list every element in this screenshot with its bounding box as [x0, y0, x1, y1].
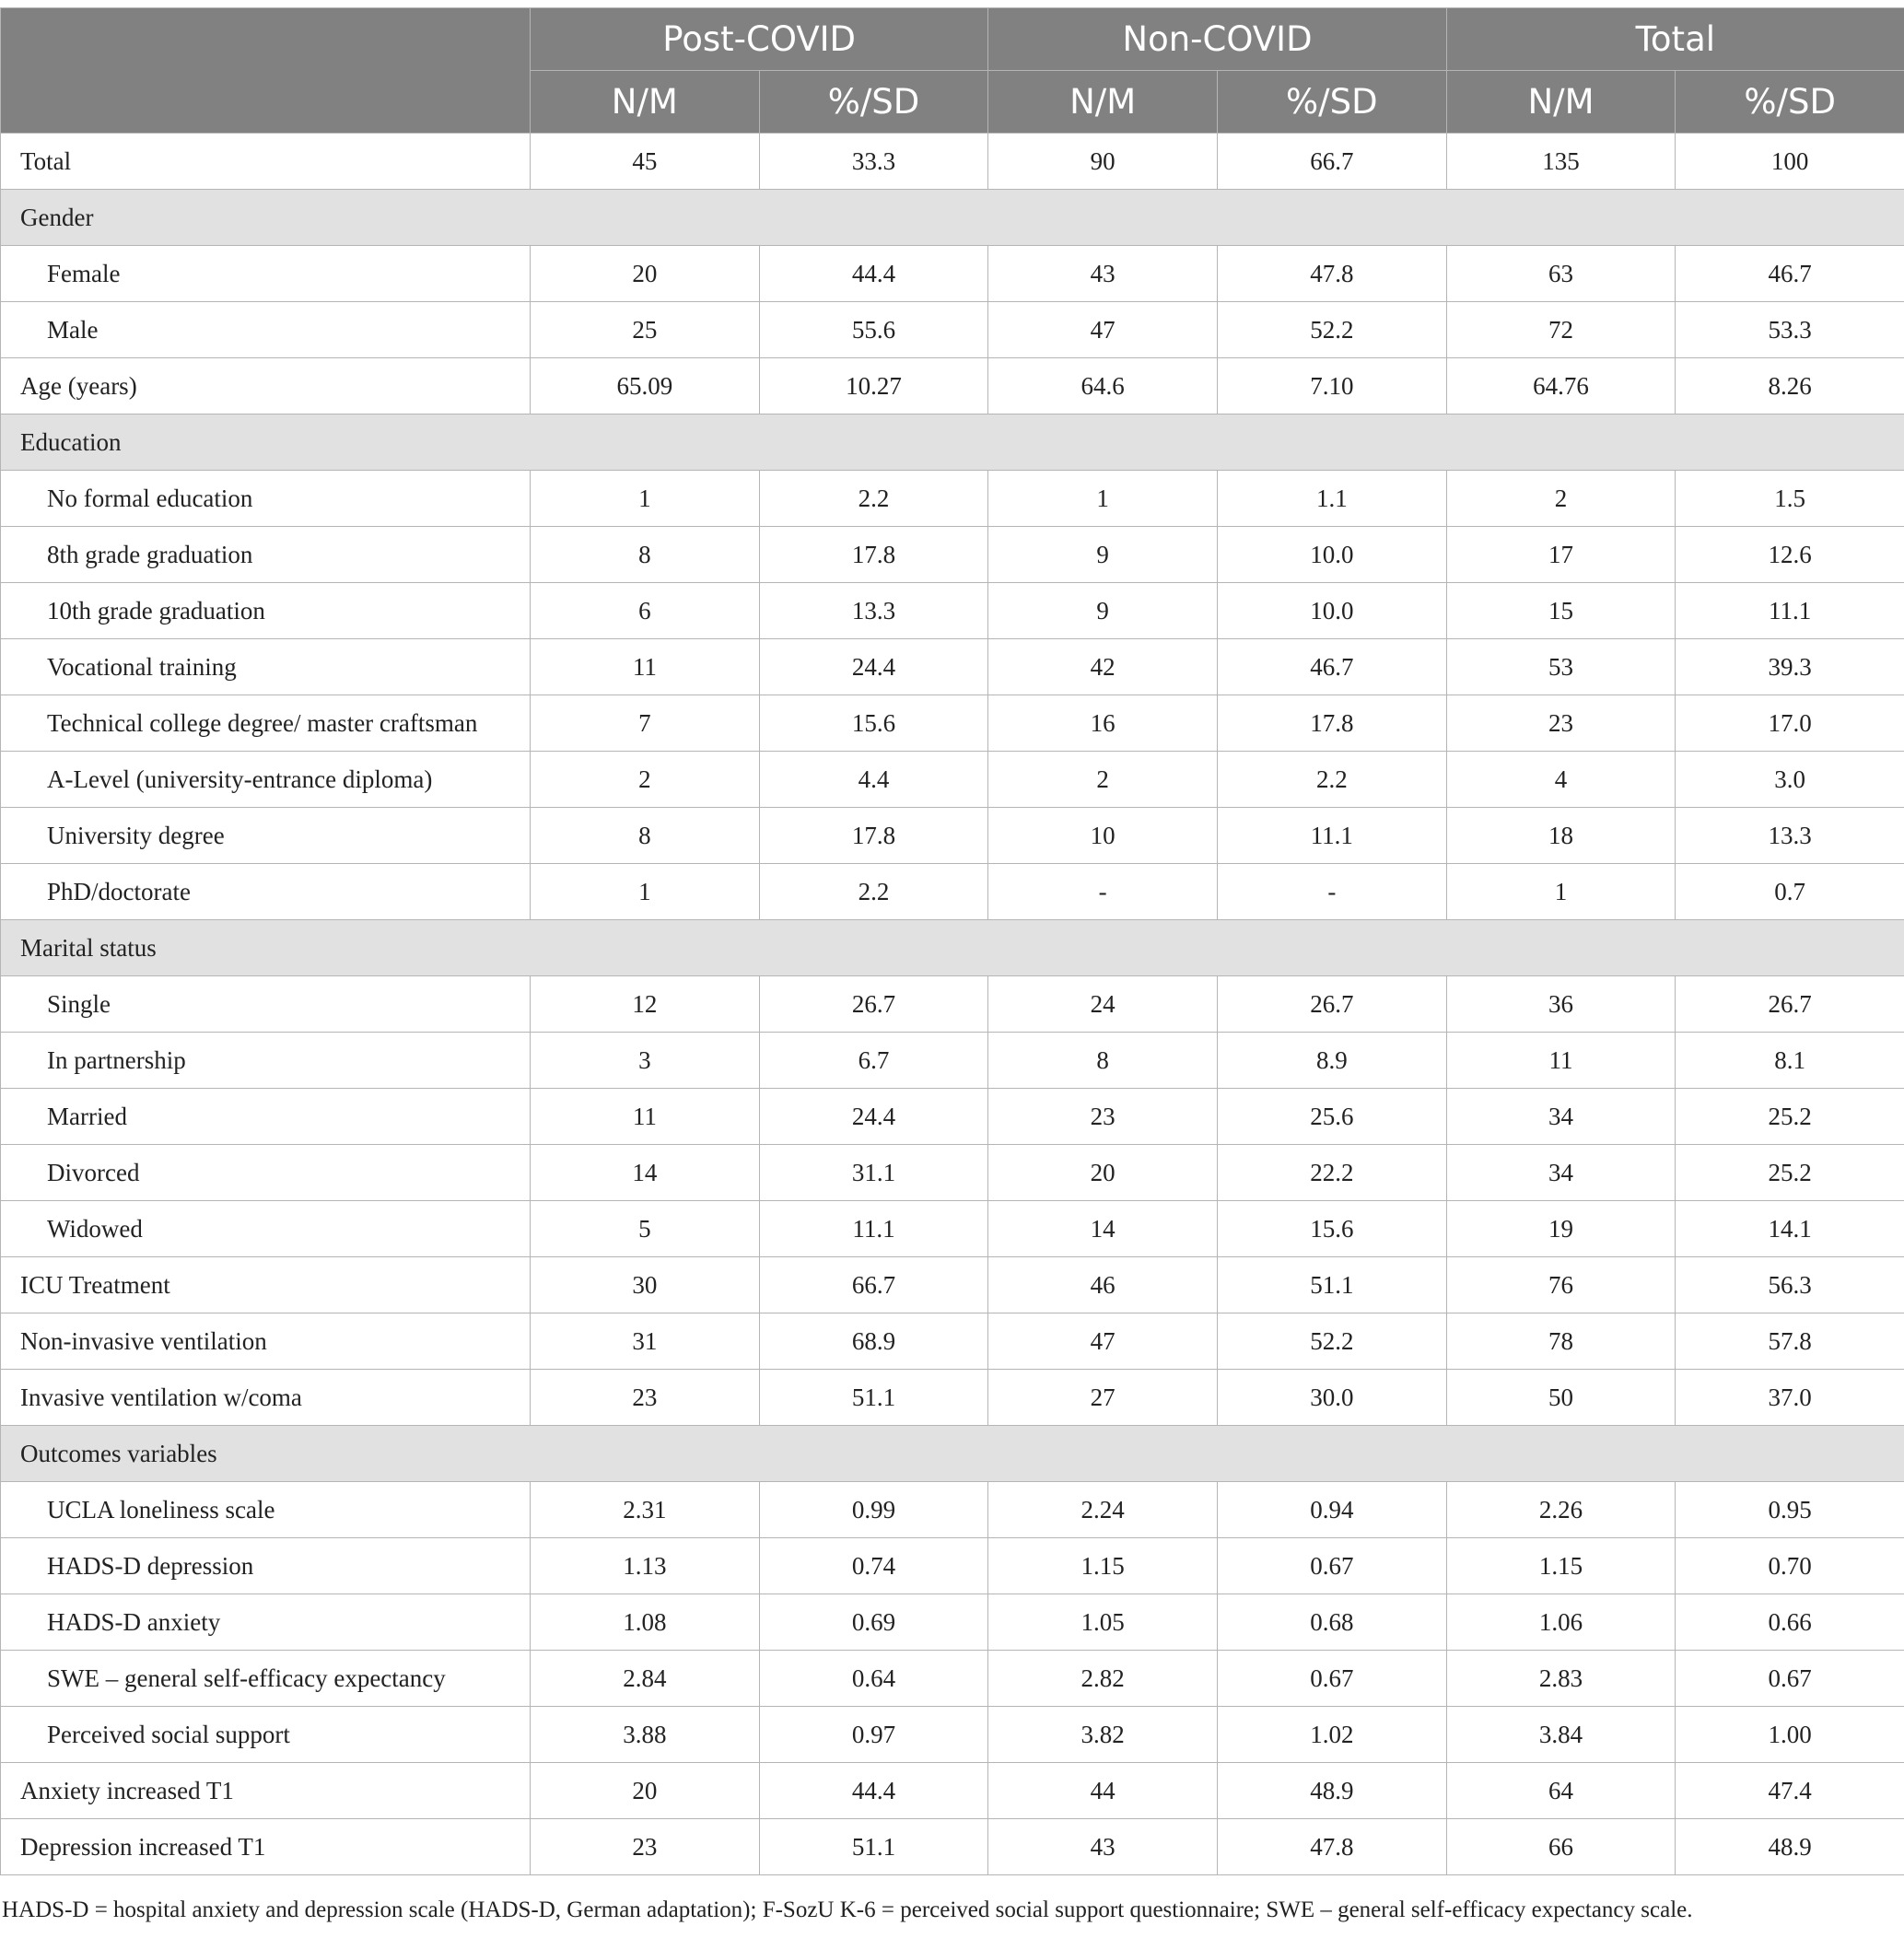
value-cell: 11	[1446, 1033, 1676, 1089]
row-label: Married	[1, 1089, 531, 1145]
table-row	[1, 1707, 1904, 1763]
value-cell: 13.3	[759, 583, 988, 639]
table-row	[1, 1594, 1904, 1651]
row-label: A-Level (university-entrance diploma)	[1, 752, 531, 808]
value-cell: 48.9	[1217, 1763, 1446, 1819]
section-row	[1, 920, 1904, 976]
value-cell: 65.09	[531, 358, 760, 414]
value-cell: 27	[988, 1370, 1218, 1426]
row-label: ICU Treatment	[1, 1257, 531, 1313]
value-cell: 63	[1446, 246, 1676, 302]
value-cell: 55.6	[759, 302, 988, 358]
value-cell: 10	[988, 808, 1218, 864]
table-row	[1, 808, 1904, 864]
value-cell: 0.99	[759, 1482, 988, 1538]
row-label: Non-invasive ventilation	[1, 1313, 531, 1370]
section-label: Gender	[1, 190, 1904, 246]
row-label: Single	[1, 976, 531, 1033]
table-body	[1, 134, 1904, 1875]
value-cell: 42	[988, 639, 1218, 695]
value-cell: 14	[531, 1145, 760, 1201]
value-cell: 24.4	[759, 1089, 988, 1145]
demographics-table	[0, 7, 1904, 1875]
value-cell: 5	[531, 1201, 760, 1257]
value-cell: 8.9	[1217, 1033, 1446, 1089]
subheader-total-n: N/M	[1446, 71, 1676, 134]
value-cell: 0.70	[1676, 1538, 1904, 1594]
value-cell: 1.1	[1217, 471, 1446, 527]
value-cell: 3.88	[531, 1707, 760, 1763]
value-cell: 11.1	[759, 1201, 988, 1257]
value-cell: 47	[988, 302, 1218, 358]
value-cell: 46	[988, 1257, 1218, 1313]
value-cell: 4.4	[759, 752, 988, 808]
header-corner-cell	[1, 8, 531, 134]
table-row	[1, 527, 1904, 583]
table-row	[1, 246, 1904, 302]
value-cell: 2.31	[531, 1482, 760, 1538]
value-cell: 2.83	[1446, 1651, 1676, 1707]
value-cell: 66.7	[1217, 134, 1446, 190]
value-cell: 1.05	[988, 1594, 1218, 1651]
table-row	[1, 471, 1904, 527]
row-label: PhD/doctorate	[1, 864, 531, 920]
value-cell: 66.7	[759, 1257, 988, 1313]
table-row	[1, 976, 1904, 1033]
value-cell: 46.7	[1217, 639, 1446, 695]
value-cell: 47.8	[1217, 246, 1446, 302]
table-row	[1, 864, 1904, 920]
header-group-row	[1, 8, 1904, 71]
value-cell: 34	[1446, 1145, 1676, 1201]
row-label: Male	[1, 302, 531, 358]
value-cell: 7	[531, 695, 760, 752]
value-cell: 68.9	[759, 1313, 988, 1370]
table-row	[1, 134, 1904, 190]
table-row	[1, 1257, 1904, 1313]
value-cell: 30.0	[1217, 1370, 1446, 1426]
value-cell: 43	[988, 1819, 1218, 1875]
value-cell: 52.2	[1217, 302, 1446, 358]
table-row	[1, 1313, 1904, 1370]
value-cell: 51.1	[759, 1819, 988, 1875]
table-row	[1, 1033, 1904, 1089]
value-cell: 47	[988, 1313, 1218, 1370]
table-row	[1, 358, 1904, 414]
value-cell: 6.7	[759, 1033, 988, 1089]
row-label: HADS-D anxiety	[1, 1594, 531, 1651]
value-cell: 13.3	[1676, 808, 1904, 864]
value-cell: 14.1	[1676, 1201, 1904, 1257]
value-cell: 51.1	[1217, 1257, 1446, 1313]
value-cell: 10.27	[759, 358, 988, 414]
value-cell: 45	[531, 134, 760, 190]
value-cell: 76	[1446, 1257, 1676, 1313]
value-cell: 23	[531, 1819, 760, 1875]
value-cell: 17.8	[759, 527, 988, 583]
value-cell: 2.2	[759, 471, 988, 527]
value-cell: 43	[988, 246, 1218, 302]
table-row	[1, 1819, 1904, 1875]
value-cell: 53.3	[1676, 302, 1904, 358]
row-label: Invasive ventilation w/coma	[1, 1370, 531, 1426]
value-cell: 2.2	[1217, 752, 1446, 808]
value-cell: 17.0	[1676, 695, 1904, 752]
value-cell: 0.67	[1217, 1651, 1446, 1707]
value-cell: 14	[988, 1201, 1218, 1257]
value-cell: 6	[531, 583, 760, 639]
value-cell: 8.1	[1676, 1033, 1904, 1089]
value-cell: 135	[1446, 134, 1676, 190]
subheader-non-covid-n: N/M	[988, 71, 1218, 134]
value-cell: 25.2	[1676, 1089, 1904, 1145]
value-cell: 11	[531, 1089, 760, 1145]
value-cell: 1	[1446, 864, 1676, 920]
row-label: Divorced	[1, 1145, 531, 1201]
value-cell: 50	[1446, 1370, 1676, 1426]
value-cell: 26.7	[1217, 976, 1446, 1033]
value-cell: 25	[531, 302, 760, 358]
value-cell: 1.15	[1446, 1538, 1676, 1594]
value-cell: 64.76	[1446, 358, 1676, 414]
value-cell: 36	[1446, 976, 1676, 1033]
value-cell: 19	[1446, 1201, 1676, 1257]
header-group-total: Total	[1446, 8, 1904, 71]
value-cell: 23	[988, 1089, 1218, 1145]
value-cell: 24	[988, 976, 1218, 1033]
value-cell: 64	[1446, 1763, 1676, 1819]
value-cell: 26.7	[1676, 976, 1904, 1033]
table-row	[1, 752, 1904, 808]
value-cell: 3	[531, 1033, 760, 1089]
row-label: Depression increased T1	[1, 1819, 531, 1875]
value-cell: 47.8	[1217, 1819, 1446, 1875]
value-cell: 11.1	[1676, 583, 1904, 639]
value-cell: 1.15	[988, 1538, 1218, 1594]
value-cell: 1.06	[1446, 1594, 1676, 1651]
value-cell: 2	[988, 752, 1218, 808]
value-cell: 1	[531, 864, 760, 920]
table-row	[1, 639, 1904, 695]
value-cell: 1.08	[531, 1594, 760, 1651]
value-cell: 8	[531, 808, 760, 864]
value-cell: 72	[1446, 302, 1676, 358]
table-row	[1, 1763, 1904, 1819]
section-row	[1, 1426, 1904, 1482]
subheader-post-covid-pct: %/SD	[759, 71, 988, 134]
value-cell: 39.3	[1676, 639, 1904, 695]
value-cell: 46.7	[1676, 246, 1904, 302]
subheader-total-pct: %/SD	[1676, 71, 1904, 134]
value-cell: 10.0	[1217, 583, 1446, 639]
header-group-non-covid: Non-COVID	[988, 8, 1446, 71]
value-cell: 22.2	[1217, 1145, 1446, 1201]
value-cell: 0.67	[1217, 1538, 1446, 1594]
value-cell: 25.2	[1676, 1145, 1904, 1201]
table-row	[1, 1651, 1904, 1707]
value-cell: 2.84	[531, 1651, 760, 1707]
table-row	[1, 1145, 1904, 1201]
value-cell: 37.0	[1676, 1370, 1904, 1426]
value-cell: 2.82	[988, 1651, 1218, 1707]
value-cell: 12.6	[1676, 527, 1904, 583]
subheader-non-covid-pct: %/SD	[1217, 71, 1446, 134]
value-cell: 9	[988, 583, 1218, 639]
value-cell: 16	[988, 695, 1218, 752]
row-label: Anxiety increased T1	[1, 1763, 531, 1819]
row-label: Total	[1, 134, 531, 190]
value-cell: 52.2	[1217, 1313, 1446, 1370]
value-cell: 11.1	[1217, 808, 1446, 864]
value-cell: 44.4	[759, 1763, 988, 1819]
value-cell: 15	[1446, 583, 1676, 639]
value-cell: 1.02	[1217, 1707, 1446, 1763]
row-label: Female	[1, 246, 531, 302]
value-cell: 1	[988, 471, 1218, 527]
value-cell: 44.4	[759, 246, 988, 302]
value-cell: 78	[1446, 1313, 1676, 1370]
value-cell: 12	[531, 976, 760, 1033]
value-cell: -	[988, 864, 1218, 920]
value-cell: 10.0	[1217, 527, 1446, 583]
row-label: In partnership	[1, 1033, 531, 1089]
value-cell: 3.82	[988, 1707, 1218, 1763]
value-cell: 20	[988, 1145, 1218, 1201]
value-cell: 44	[988, 1763, 1218, 1819]
table-header	[1, 8, 1904, 134]
value-cell: 2.26	[1446, 1482, 1676, 1538]
value-cell: 15.6	[759, 695, 988, 752]
value-cell: 17	[1446, 527, 1676, 583]
value-cell: 17.8	[1217, 695, 1446, 752]
value-cell: 2.2	[759, 864, 988, 920]
value-cell: 100	[1676, 134, 1904, 190]
row-label: Age (years)	[1, 358, 531, 414]
value-cell: -	[1217, 864, 1446, 920]
value-cell: 47.4	[1676, 1763, 1904, 1819]
row-label: HADS-D depression	[1, 1538, 531, 1594]
value-cell: 30	[531, 1257, 760, 1313]
value-cell: 0.74	[759, 1538, 988, 1594]
row-label: No formal education	[1, 471, 531, 527]
value-cell: 20	[531, 246, 760, 302]
table-row	[1, 1370, 1904, 1426]
value-cell: 2	[531, 752, 760, 808]
value-cell: 3.0	[1676, 752, 1904, 808]
row-label: UCLA loneliness scale	[1, 1482, 531, 1538]
value-cell: 2.24	[988, 1482, 1218, 1538]
value-cell: 1.5	[1676, 471, 1904, 527]
value-cell: 25.6	[1217, 1089, 1446, 1145]
value-cell: 1.00	[1676, 1707, 1904, 1763]
value-cell: 7.10	[1217, 358, 1446, 414]
row-label: Perceived social support	[1, 1707, 531, 1763]
section-label: Education	[1, 414, 1904, 471]
value-cell: 56.3	[1676, 1257, 1904, 1313]
value-cell: 4	[1446, 752, 1676, 808]
value-cell: 23	[531, 1370, 760, 1426]
table-row	[1, 302, 1904, 358]
value-cell: 0.97	[759, 1707, 988, 1763]
table-row	[1, 1482, 1904, 1538]
section-row	[1, 414, 1904, 471]
value-cell: 8.26	[1676, 358, 1904, 414]
value-cell: 0.66	[1676, 1594, 1904, 1651]
value-cell: 0.69	[759, 1594, 988, 1651]
value-cell: 90	[988, 134, 1218, 190]
value-cell: 23	[1446, 695, 1676, 752]
value-cell: 48.9	[1676, 1819, 1904, 1875]
section-label: Marital status	[1, 920, 1904, 976]
table-row	[1, 1089, 1904, 1145]
demographics-table-container	[0, 7, 1904, 1875]
value-cell: 53	[1446, 639, 1676, 695]
value-cell: 64.6	[988, 358, 1218, 414]
section-label: Outcomes variables	[1, 1426, 1904, 1482]
value-cell: 51.1	[759, 1370, 988, 1426]
value-cell: 0.94	[1217, 1482, 1446, 1538]
subheader-post-covid-n: N/M	[531, 71, 760, 134]
value-cell: 0.64	[759, 1651, 988, 1707]
table-row	[1, 583, 1904, 639]
value-cell: 34	[1446, 1089, 1676, 1145]
value-cell: 9	[988, 527, 1218, 583]
value-cell: 20	[531, 1763, 760, 1819]
value-cell: 0.95	[1676, 1482, 1904, 1538]
value-cell: 17.8	[759, 808, 988, 864]
value-cell: 31.1	[759, 1145, 988, 1201]
value-cell: 57.8	[1676, 1313, 1904, 1370]
row-label: Vocational training	[1, 639, 531, 695]
row-label: Widowed	[1, 1201, 531, 1257]
value-cell: 0.67	[1676, 1651, 1904, 1707]
value-cell: 8	[531, 527, 760, 583]
row-label: 8th grade graduation	[1, 527, 531, 583]
value-cell: 24.4	[759, 639, 988, 695]
section-row	[1, 190, 1904, 246]
row-label: SWE – general self-efficacy expectancy	[1, 1651, 531, 1707]
header-group-post-covid: Post-COVID	[531, 8, 988, 71]
value-cell: 11	[531, 639, 760, 695]
value-cell: 2	[1446, 471, 1676, 527]
value-cell: 1.13	[531, 1538, 760, 1594]
value-cell: 18	[1446, 808, 1676, 864]
value-cell: 66	[1446, 1819, 1676, 1875]
table-row	[1, 695, 1904, 752]
value-cell: 1	[531, 471, 760, 527]
value-cell: 15.6	[1217, 1201, 1446, 1257]
row-label: 10th grade graduation	[1, 583, 531, 639]
value-cell: 31	[531, 1313, 760, 1370]
value-cell: 0.7	[1676, 864, 1904, 920]
value-cell: 33.3	[759, 134, 988, 190]
value-cell: 8	[988, 1033, 1218, 1089]
value-cell: 0.68	[1217, 1594, 1446, 1651]
row-label: University degree	[1, 808, 531, 864]
table-row	[1, 1538, 1904, 1594]
table-row	[1, 1201, 1904, 1257]
table-footnote: HADS-D = hospital anxiety and depression scale (HADS-D, German adaptation); F-SozU K-6 = perceived social support questionnaire; SWE – general self-efficacy expectancy scale.	[2, 1897, 1693, 1922]
value-cell: 26.7	[759, 976, 988, 1033]
value-cell: 3.84	[1446, 1707, 1676, 1763]
row-label: Technical college degree/ master craftsman	[1, 695, 531, 752]
